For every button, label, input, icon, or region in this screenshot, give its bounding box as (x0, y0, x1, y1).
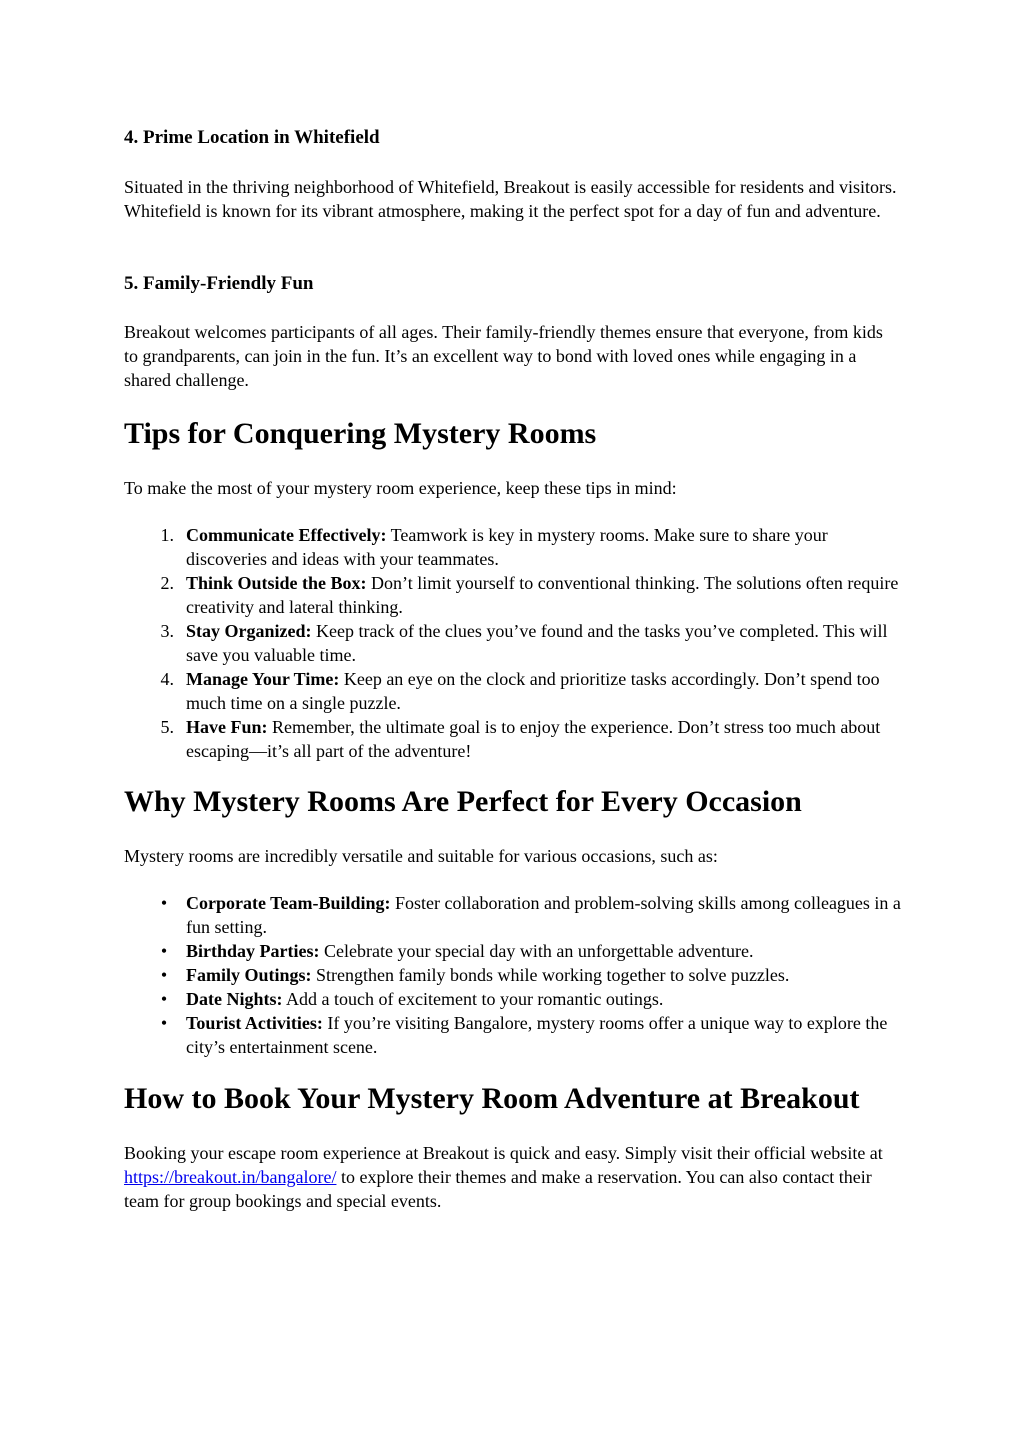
bullet-icon: • (160, 941, 168, 961)
occasion-text: Add a touch of excitement to your romantic outings. (282, 989, 664, 1009)
occasion-text: Strengthen family bonds while working together to solve puzzles. (311, 965, 790, 985)
tip-term: Manage Your Time: (186, 669, 340, 689)
tips-list-item (124, 619, 904, 667)
occasion-text: Celebrate your special day with an unforgettable adventure. (319, 941, 754, 961)
tips-list-item (124, 571, 904, 619)
tips-list (124, 523, 904, 763)
tip-text: Keep an eye on the clock and prioritize tasks accordingly. Don’t spend too much time on a single puzzle. (186, 669, 880, 713)
section4-heading: 4. Prime Location in Whitefield (124, 127, 380, 148)
list-number: 4. (160, 669, 174, 689)
booking-body-after: to explore their themes and make a reservation. You can also contact their team for group bookings and special events. (124, 1167, 872, 1211)
occasions-list-item (124, 1011, 904, 1059)
tip-term: Have Fun: (186, 717, 268, 737)
booking-body (124, 1141, 899, 1213)
section5-heading: 5. Family-Friendly Fun (124, 273, 314, 294)
occasions-list-item (124, 891, 904, 939)
tips-heading: Tips for Conquering Mystery Rooms (124, 417, 597, 450)
occasions-list-item (124, 939, 904, 963)
bullet-icon: • (160, 965, 168, 985)
tip-text: Don’t limit yourself to conventional thinking. The solutions often require creativity and lateral thinking. (186, 573, 899, 617)
tip-term: Stay Organized: (186, 621, 312, 641)
breakout-website-link[interactable]: https://breakout.in/bangalore/ (124, 1167, 337, 1187)
list-number: 1. (160, 525, 174, 545)
bullet-icon: • (160, 989, 168, 1009)
occasion-term: Family Outings: (186, 965, 312, 985)
tip-text: Teamwork is key in mystery rooms. Make sure to share your discoveries and ideas with your teammates. (186, 525, 828, 569)
occasions-list-item (124, 987, 904, 1011)
occasion-term: Birthday Parties: (186, 941, 320, 961)
booking-heading: How to Book Your Mystery Room Adventure at Breakout (124, 1082, 860, 1115)
occasion-term: Date Nights: (186, 989, 283, 1009)
tips-intro: To make the most of your mystery room experience, keep these tips in mind: (124, 478, 677, 498)
tip-term: Think Outside the Box: (186, 573, 367, 593)
occasions-heading: Why Mystery Rooms Are Perfect for Every Occasion (124, 785, 802, 818)
tip-text: Keep track of the clues you’ve found and the tasks you’ve completed. This will save you valuable time. (186, 621, 888, 665)
bullet-icon: • (160, 893, 168, 913)
section4-body: Situated in the thriving neighborhood of Whitefield, Breakout is easily accessible for residents and visitors. Whitefield is known for its vibrant atmosphere, making it the perfect spot for a day of fun and adventure. (124, 177, 897, 221)
occasion-text: If you’re visiting Bangalore, mystery rooms offer a unique way to explore the city’s entertainment scene. (186, 1013, 888, 1057)
occasion-term: Corporate Team-Building: (186, 893, 391, 913)
tips-list-item (124, 523, 904, 571)
list-number: 5. (160, 717, 174, 737)
tip-term: Communicate Effectively: (186, 525, 387, 545)
list-number: 3. (160, 621, 174, 641)
tip-text: Remember, the ultimate goal is to enjoy the experience. Don’t stress too much about escaping—it’s all part of the adventure! (186, 717, 881, 761)
occasions-intro: Mystery rooms are incredibly versatile and suitable for various occasions, such as: (124, 846, 718, 866)
occasion-text: Foster collaboration and problem-solving skills among colleagues in a fun setting. (186, 893, 901, 937)
occasion-term: Tourist Activities: (186, 1013, 323, 1033)
occasions-list (124, 891, 904, 1059)
tips-list-item (124, 667, 904, 715)
booking-body-before: Booking your escape room experience at Breakout is quick and easy. Simply visit their official website at (124, 1143, 883, 1163)
tips-list-item (124, 715, 904, 763)
section5-body: Breakout welcomes participants of all ages. Their family-friendly themes ensure that everyone, from kids to grandparents, can join in the fun. It’s an excellent way to bond with loved ones while engaging in a shared challenge. (124, 322, 883, 390)
occasions-list-item (124, 963, 904, 987)
list-number: 2. (160, 573, 174, 593)
bullet-icon: • (160, 1013, 168, 1033)
